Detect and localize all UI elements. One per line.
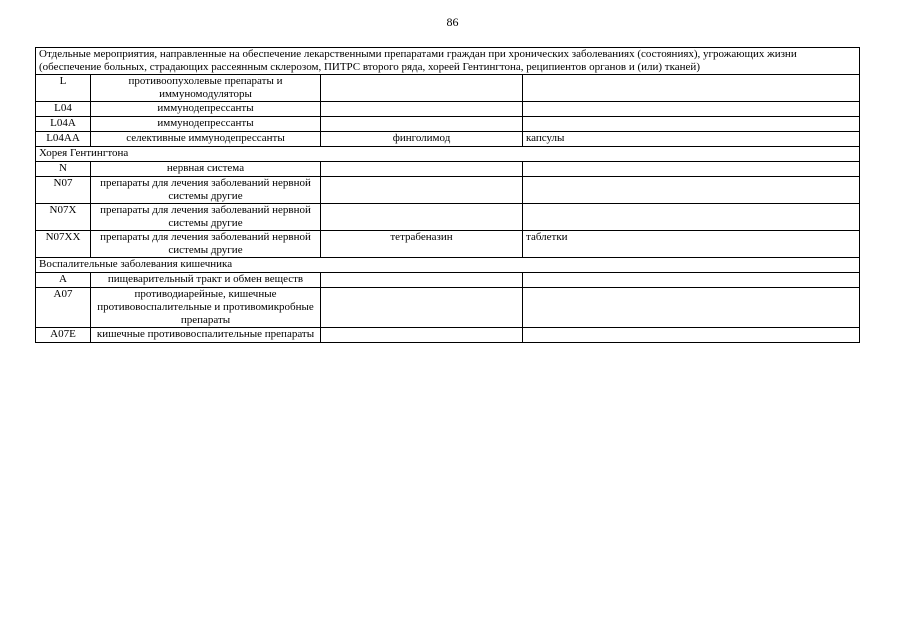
- table-row: [36, 162, 860, 177]
- drug-name: [321, 162, 523, 177]
- dosage-form: капсулы: [523, 132, 860, 147]
- table-row: [36, 102, 860, 117]
- table-row: [36, 132, 860, 147]
- dosage-form: [523, 162, 860, 177]
- table-row: [36, 204, 860, 231]
- atc-code: A: [36, 273, 91, 288]
- table-row: [36, 231, 860, 258]
- drug-name: [321, 328, 523, 343]
- atc-name: противоопухолевые препараты и иммуномодуляторы: [91, 75, 321, 102]
- section-heading: Хорея Гентингтона: [36, 147, 860, 162]
- table-row: [36, 177, 860, 204]
- atc-code: L04: [36, 102, 91, 117]
- drug-name: [321, 204, 523, 231]
- table-header: Отдельные мероприятия, направленные на обеспечение лекарственными препаратами граждан при хронических заболеваниях (состояниях), угрожающих жизни (обеспечение больных, страдающих рассеянным склерозом, ПИТРС второго ряда, хореей Гентингтона, реципиентов органов и (или) тканей): [36, 48, 860, 75]
- atc-name: нервная система: [91, 162, 321, 177]
- table-header-row: [36, 48, 860, 75]
- table-row: [36, 273, 860, 288]
- atc-code: A07: [36, 288, 91, 328]
- atc-name: иммунодепрессанты: [91, 102, 321, 117]
- table-row: [36, 288, 860, 328]
- atc-name: противодиарейные, кишечные противовоспалительные и противомикробные препараты: [91, 288, 321, 328]
- drug-name: [321, 75, 523, 102]
- table-row: [36, 75, 860, 102]
- atc-code: N: [36, 162, 91, 177]
- atc-code: N07X: [36, 204, 91, 231]
- table-row: [36, 117, 860, 132]
- atc-code: A07E: [36, 328, 91, 343]
- atc-code: L: [36, 75, 91, 102]
- atc-name: препараты для лечения заболеваний нервной системы другие: [91, 177, 321, 204]
- dosage-form: [523, 75, 860, 102]
- atc-name: препараты для лечения заболеваний нервной системы другие: [91, 204, 321, 231]
- dosage-form: таблетки: [523, 231, 860, 258]
- section-row: [36, 147, 860, 162]
- atc-code: N07XX: [36, 231, 91, 258]
- drug-name: [321, 177, 523, 204]
- table-row: [36, 328, 860, 343]
- atc-code: L04A: [36, 117, 91, 132]
- dosage-form: [523, 204, 860, 231]
- dosage-form: [523, 102, 860, 117]
- section-heading: Воспалительные заболевания кишечника: [36, 258, 860, 273]
- dosage-form: [523, 288, 860, 328]
- atc-code: L04AA: [36, 132, 91, 147]
- dosage-form: [523, 273, 860, 288]
- section-row: [36, 258, 860, 273]
- drug-name: [321, 102, 523, 117]
- atc-name: препараты для лечения заболеваний нервной системы другие: [91, 231, 321, 258]
- drug-name: финголимод: [321, 132, 523, 147]
- dosage-form: [523, 177, 860, 204]
- dosage-form: [523, 328, 860, 343]
- atc-name: кишечные противовоспалительные препараты: [91, 328, 321, 343]
- drug-table: [35, 47, 860, 343]
- drug-name: тетрабеназин: [321, 231, 523, 258]
- atc-name: пищеварительный тракт и обмен веществ: [91, 273, 321, 288]
- atc-name: селективные иммунодепрессанты: [91, 132, 321, 147]
- page-number: 86: [446, 15, 459, 29]
- dosage-form: [523, 117, 860, 132]
- atc-name: иммунодепрессанты: [91, 117, 321, 132]
- drug-name: [321, 288, 523, 328]
- drug-name: [321, 117, 523, 132]
- atc-code: N07: [36, 177, 91, 204]
- drug-name: [321, 273, 523, 288]
